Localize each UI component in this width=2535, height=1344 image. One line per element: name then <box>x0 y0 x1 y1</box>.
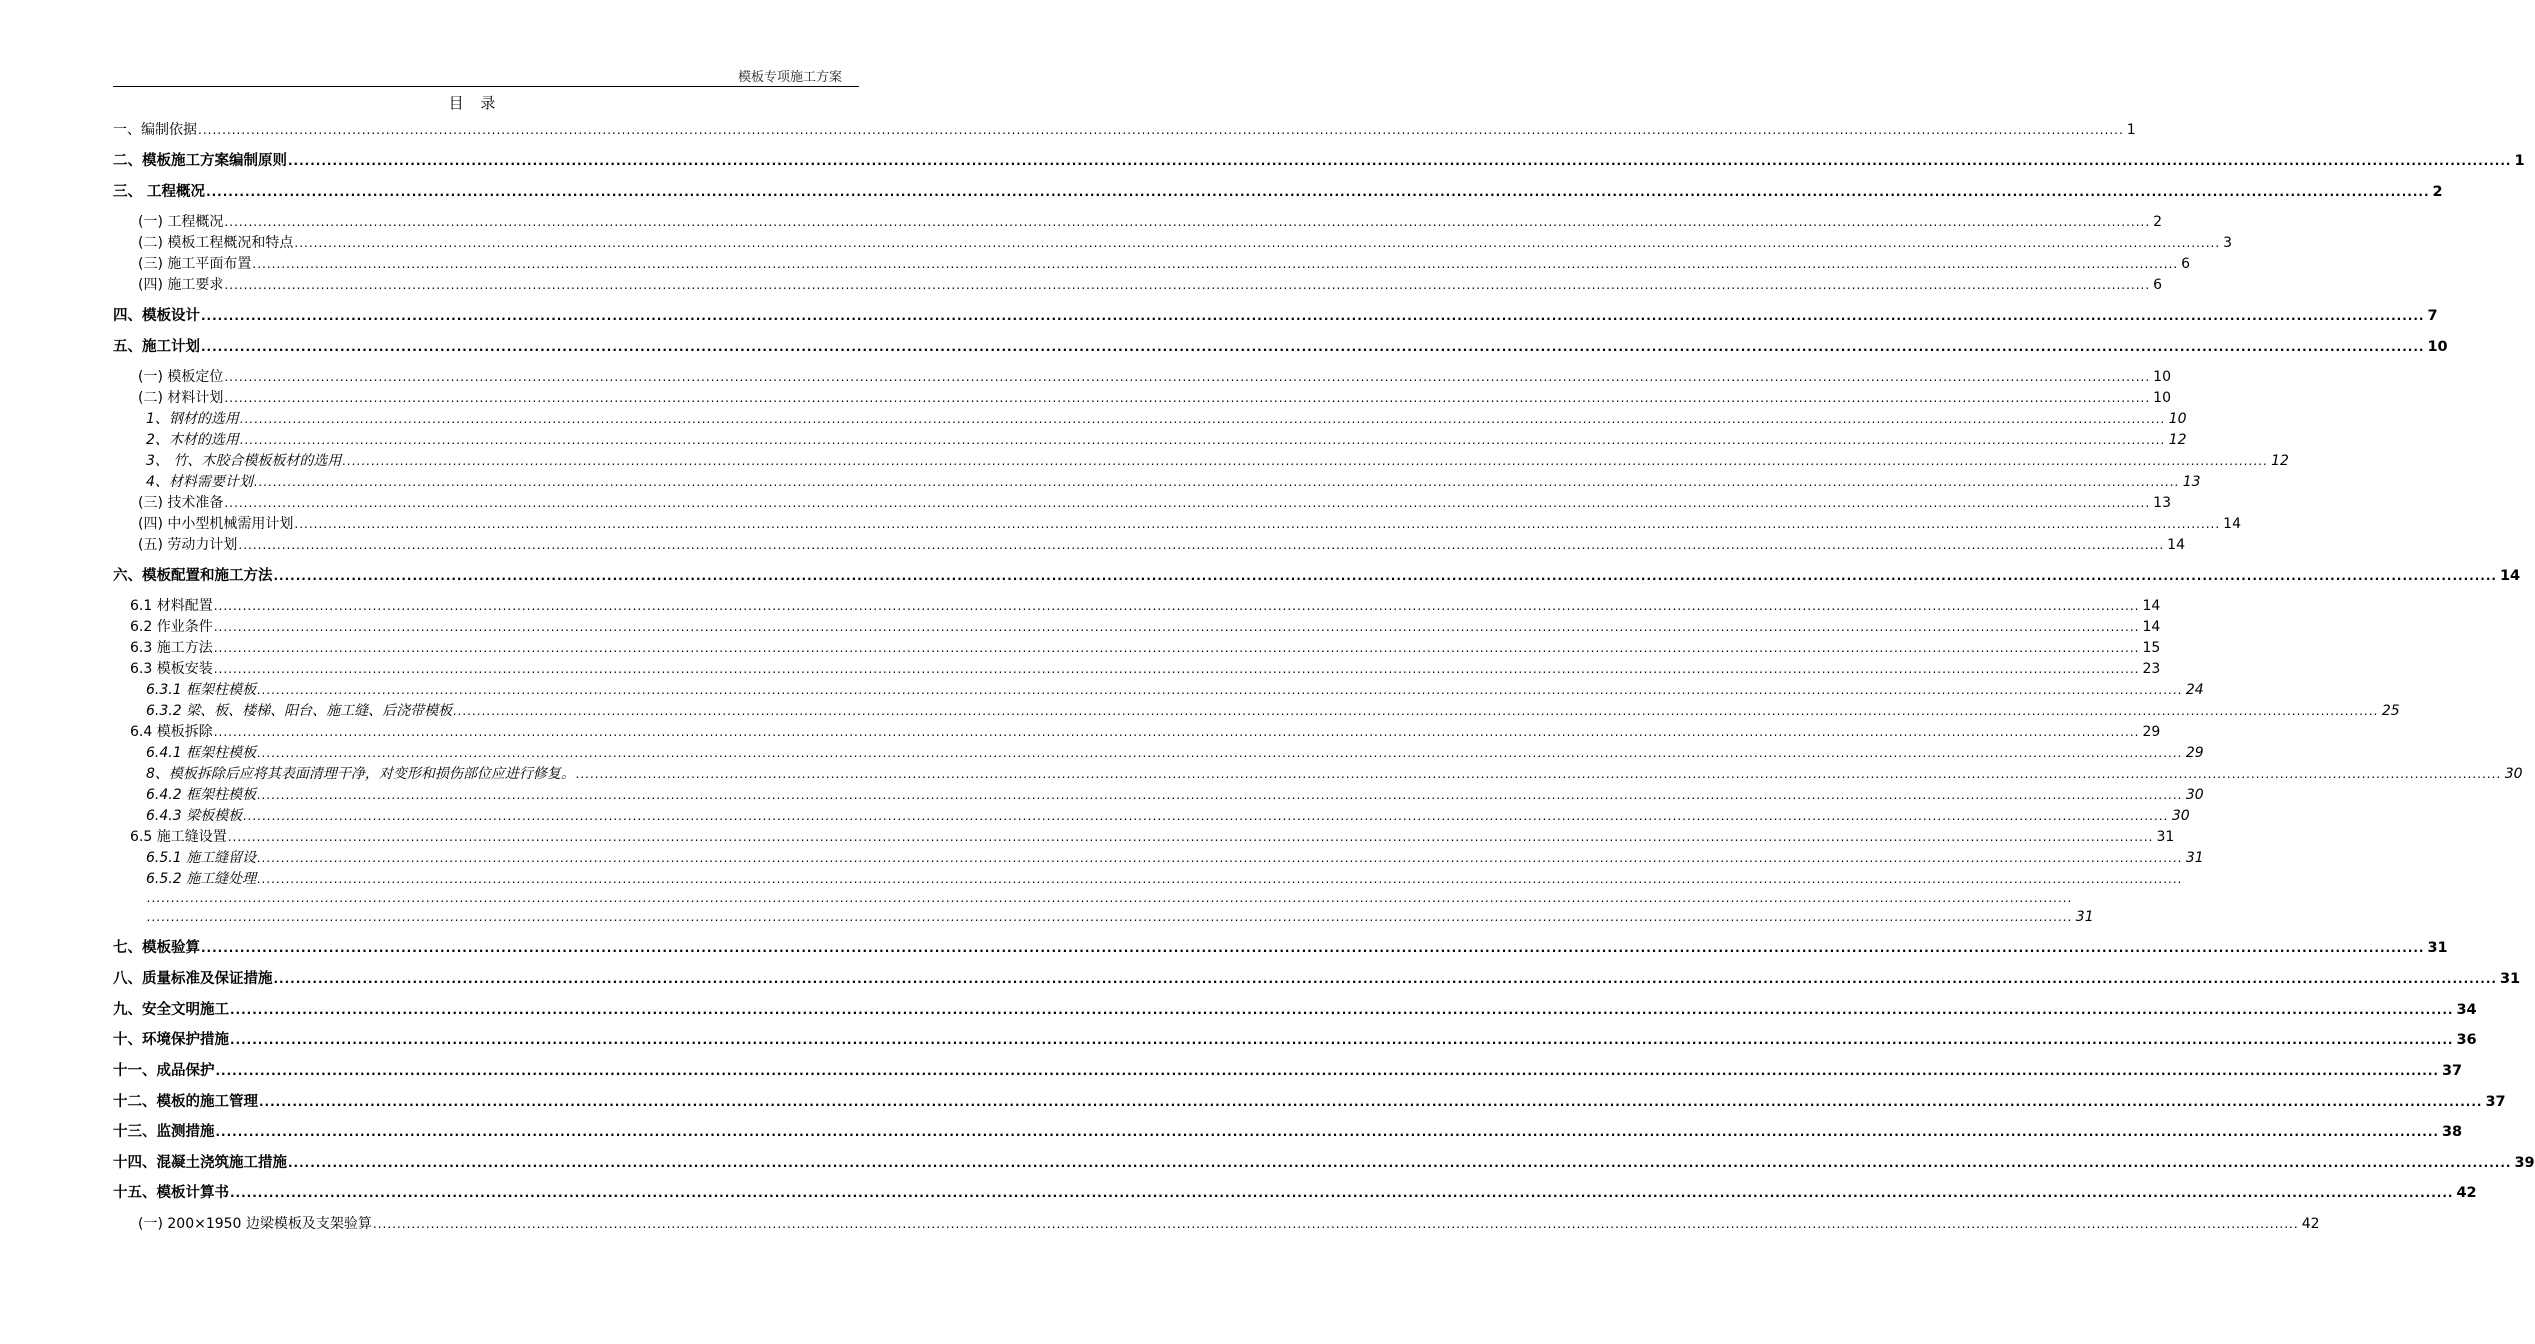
toc-leader-dots: ................................................................................................................................................................................................................................................................................................................................................................................................................ <box>215 1064 2439 1078</box>
toc-entry-label: 6.1 材料配置 <box>130 598 213 614</box>
toc-entry[interactable] <box>130 827 2175 847</box>
toc-entry-label: 3、 竹、木胶合模板板材的选用 <box>146 453 342 469</box>
toc-entry-label: 七、模板验算 <box>113 940 200 956</box>
toc-leader-dots: ................................................................................................................................................................................................................................................................................................................................................................................................................ <box>198 123 2124 137</box>
toc-entry-label: (三) 施工平面布置 <box>138 256 252 272</box>
toc-entry-page-number: 23 <box>2142 661 2161 677</box>
toc-leader-dots: ................................................................................................................................................................................................................................................................................................................................................................................................................ <box>224 278 2151 292</box>
toc-entry-label: 六、模板配置和施工方法 <box>113 568 273 584</box>
toc-leader-dots: ................................................................................................................................................................................................................................................................................................................................................................................................................ <box>239 433 2166 447</box>
toc-entry-label: 8、模板拆除后应将其表面清理干净，对变形和损伤部位应进行修复。 <box>146 766 575 782</box>
toc-entry-label: 6.3.2 梁、板、楼梯、阳台、施工缝、后浇带模板 <box>146 703 453 719</box>
toc-entry-page-number: 2 <box>2153 214 2163 230</box>
toc-leader-dots: ................................................................................................................................................................................................................................................................................................................................................................................................................ <box>213 641 2140 655</box>
toc-entry-label: 十、环境保护措施 <box>113 1032 229 1048</box>
toc-entry-page-number: 14 <box>2167 537 2185 553</box>
toc-entry-page-number: 6 <box>2153 277 2163 293</box>
toc-entry-label: (四) 施工要求 <box>138 277 224 293</box>
toc-leader-dots: ................................................................................................................................................................................................................................................................................................................................................................................................................ <box>575 767 2502 781</box>
toc-entry-label: (四) 中小型机械需用计划 <box>138 516 294 532</box>
toc-entry[interactable] <box>138 254 2191 274</box>
toc-entry-page-number: 15 <box>2142 640 2161 656</box>
toc-entry[interactable] <box>130 722 2161 742</box>
toc-entry-label: 1、钢材的选用 <box>146 411 239 427</box>
toc-entry-page-number: 14 <box>2142 619 2161 635</box>
toc-entry[interactable] <box>146 701 2400 721</box>
toc-entry-page-number: 7 <box>2427 308 2438 324</box>
toc-leader-dots: ................................................................................................................................................................................................................................................................................................................................................................................................................ <box>243 809 2169 823</box>
toc-entry[interactable] <box>113 337 2448 357</box>
toc-entry-label: 6.4 模板拆除 <box>130 724 213 740</box>
toc-entry-page-number: 37 <box>2441 1063 2463 1079</box>
toc-entry-label: 九、安全文明施工 <box>113 1002 229 1018</box>
toc-entry[interactable] <box>113 151 2525 171</box>
toc-entry[interactable] <box>113 1122 2463 1142</box>
toc-entry[interactable] <box>113 1153 2535 1173</box>
toc-entry-page-number: 31 <box>2075 909 2094 925</box>
toc-leader-dots: ................................................................................................................................................................................................................................................................................................................................................................................................................ <box>201 941 2425 955</box>
toc-entry-page-number: 34 <box>2456 1002 2477 1018</box>
toc-entry[interactable] <box>146 888 2073 908</box>
toc-entry-page-number: 1 <box>2514 153 2525 169</box>
toc-entry-label: (五) 劳动力计划 <box>138 537 238 553</box>
toc-leader-dots: ................................................................................................................................................................................................................................................................................................................................................................................................................ <box>294 236 2221 250</box>
toc-leader-dots: ................................................................................................................................................................................................................................................................................................................................................................................................................ <box>257 746 2183 760</box>
toc-leader-dots: ................................................................................................................................................................................................................................................................................................................................................................................................................ <box>342 454 2269 468</box>
toc-entry-page-number: 31 <box>2185 850 2204 866</box>
toc-leader-dots: ................................................................................................................................................................................................................................................................................................................................................................................................................ <box>257 683 2183 697</box>
toc-leader-dots: ................................................................................................................................................................................................................................................................................................................................................................................................................ <box>257 872 2183 886</box>
toc-entry-label: (一) 200×1950 边梁模板及支架验算 <box>138 1216 372 1232</box>
toc-entry[interactable] <box>130 659 2161 679</box>
toc-leader-dots: ................................................................................................................................................................................................................................................................................................................................................................................................................ <box>230 1003 2454 1017</box>
toc-entry-page-number: 13 <box>2153 495 2171 511</box>
toc-entry[interactable] <box>146 680 2204 700</box>
toc-entry-label: (一) 工程概况 <box>138 214 224 230</box>
toc-entry-page-number: 31 <box>2499 971 2521 987</box>
toc-entry[interactable] <box>146 848 2204 868</box>
toc-entry-page-number: 37 <box>2485 1094 2506 1110</box>
toc-entry[interactable] <box>113 120 2136 140</box>
toc-entry[interactable] <box>138 233 2233 253</box>
toc-entry-page-number: 30 <box>2504 766 2523 782</box>
toc-entry-label: 6.3 施工方法 <box>130 640 213 656</box>
toc-entry-page-number: 42 <box>2456 1185 2477 1201</box>
toc-entry[interactable] <box>146 764 2523 784</box>
toc-leader-dots: ................................................................................................................................................................................................................................................................................................................................................................................................................ <box>147 910 2073 924</box>
toc-entry-page-number: 12 <box>2168 432 2187 448</box>
toc-entry-page-number: 42 <box>2301 1216 2320 1232</box>
toc-leader-dots: ................................................................................................................................................................................................................................................................................................................................................................................................................ <box>147 891 2073 905</box>
toc-leader-dots: ................................................................................................................................................................................................................................................................................................................................................................................................................ <box>257 788 2183 802</box>
toc-entry-label: (二) 材料计划 <box>138 390 224 406</box>
toc-entry[interactable] <box>146 869 2183 889</box>
toc-entry-page-number: 10 <box>2153 369 2171 385</box>
toc-entry-page-number: 29 <box>2185 745 2204 761</box>
toc-entry-label: 6.5.2 施工缝处理 <box>146 871 257 887</box>
toc-leader-dots: ................................................................................................................................................................................................................................................................................................................................................................................................................ <box>224 391 2151 405</box>
toc-entry[interactable] <box>146 409 2187 429</box>
toc-entry[interactable] <box>146 806 2190 826</box>
toc-entry-page-number: 6 <box>2181 256 2191 272</box>
toc-entry[interactable] <box>113 1092 2506 1112</box>
toc-leader-dots: ................................................................................................................................................................................................................................................................................................................................................................................................................ <box>213 662 2140 676</box>
toc-entry-page-number: 2 <box>2432 184 2443 200</box>
toc-entry[interactable] <box>146 451 2289 471</box>
toc-entry[interactable] <box>113 1030 2477 1050</box>
toc-entry-label: 二、模板施工方案编制原则 <box>113 153 287 169</box>
toc-leader-dots: ................................................................................................................................................................................................................................................................................................................................................................................................................ <box>224 496 2151 510</box>
toc-entry[interactable] <box>138 275 2163 295</box>
toc-entry-page-number: 1 <box>2126 122 2136 138</box>
toc-leader-dots: ................................................................................................................................................................................................................................................................................................................................................................................................................ <box>201 340 2425 354</box>
toc-entry[interactable] <box>113 1061 2463 1081</box>
toc-leader-dots: ................................................................................................................................................................................................................................................................................................................................................................................................................ <box>215 1125 2439 1139</box>
toc-entry[interactable] <box>113 1000 2477 1020</box>
toc-entry-page-number: 14 <box>2223 516 2241 532</box>
toc-entry-label: 十四、混凝土浇筑施工措施 <box>113 1155 287 1171</box>
toc-entry-page-number: 10 <box>2427 339 2448 355</box>
toc-entry-label: 三、 工程概况 <box>113 184 206 200</box>
toc-entry-page-number: 39 <box>2514 1155 2535 1171</box>
toc-entry[interactable] <box>146 430 2187 450</box>
toc-entry-label: 十五、模板计算书 <box>113 1185 229 1201</box>
toc-entry-label: 6.5 施工缝设置 <box>130 829 227 845</box>
toc-entry[interactable] <box>138 388 2171 408</box>
toc-entry-label: 6.5.1 施工缝留设 <box>146 850 257 866</box>
toc-leader-dots: ................................................................................................................................................................................................................................................................................................................................................................................................................ <box>230 1186 2454 1200</box>
toc-entry-page-number: 25 <box>2381 703 2400 719</box>
toc-entry[interactable] <box>138 212 2163 232</box>
toc-entry-label: 八、质量标准及保证措施 <box>113 971 273 987</box>
toc-entry-label: 2、木材的选用 <box>146 432 239 448</box>
toc-entry-page-number: 30 <box>2171 808 2190 824</box>
toc-entry-label: 一、编制依据 <box>113 122 197 138</box>
toc-entry[interactable] <box>138 493 2171 513</box>
toc-entry[interactable] <box>130 617 2161 637</box>
toc-leader-dots: ................................................................................................................................................................................................................................................................................................................................................................................................................ <box>453 704 2379 718</box>
toc-leader-dots: ................................................................................................................................................................................................................................................................................................................................................................................................................ <box>224 370 2151 384</box>
toc-leader-dots: ................................................................................................................................................................................................................................................................................................................................................................................................................ <box>253 475 2180 489</box>
toc-entry-label: 6.2 作业条件 <box>130 619 213 635</box>
toc-entry[interactable] <box>146 743 2204 763</box>
toc-leader-dots: ................................................................................................................................................................................................................................................................................................................................................................................................................ <box>213 725 2140 739</box>
toc-entry-label: (三) 技术准备 <box>138 495 224 511</box>
toc-entry-page-number: 14 <box>2499 568 2521 584</box>
toc-entry-page-number: 36 <box>2456 1032 2477 1048</box>
toc-entry-label: 6.3 模板安装 <box>130 661 213 677</box>
toc-entry[interactable] <box>130 596 2161 616</box>
toc-entry-page-number: 30 <box>2185 787 2204 803</box>
toc-leader-dots: ................................................................................................................................................................................................................................................................................................................................................................................................................ <box>213 620 2140 634</box>
toc-entry-label: 十二、模板的施工管理 <box>113 1094 258 1110</box>
toc-entry-page-number: 13 <box>2182 474 2201 490</box>
toc-leader-dots: ................................................................................................................................................................................................................................................................................................................................................................................................................ <box>206 185 2430 199</box>
toc-entry-label: 6.3.1 框架柱模板 <box>146 682 257 698</box>
toc-entry[interactable] <box>113 938 2448 958</box>
toc-entry-label: 十三、监测措施 <box>113 1124 215 1140</box>
toc-entry[interactable] <box>138 367 2171 387</box>
toc-entry-page-number: 3 <box>2223 235 2233 251</box>
toc-entry[interactable] <box>138 514 2241 534</box>
header-doc-title: 模板专项施工方案 <box>737 70 842 85</box>
toc-entry-label: 6.4.1 框架柱模板 <box>146 745 257 761</box>
toc-entry[interactable] <box>138 535 2185 555</box>
toc-entry[interactable] <box>146 785 2204 805</box>
toc-leader-dots: ................................................................................................................................................................................................................................................................................................................................................................................................................ <box>273 569 2497 583</box>
toc-entry[interactable] <box>146 472 2201 492</box>
toc-entry[interactable] <box>138 1214 2320 1234</box>
toc-leader-dots: ................................................................................................................................................................................................................................................................................................................................................................................................................ <box>252 257 2179 271</box>
toc-entry-label: 6.4.3 梁板模板 <box>146 808 243 824</box>
toc-entry-label: 五、施工计划 <box>113 339 200 355</box>
toc-entry-page-number: 24 <box>2185 682 2204 698</box>
toc-entry-label: 四、模板设计 <box>113 308 200 324</box>
toc-entry-page-number: 31 <box>2427 940 2448 956</box>
toc-entry[interactable] <box>113 182 2443 202</box>
toc-entry-page-number: 38 <box>2441 1124 2463 1140</box>
toc-entry[interactable] <box>113 1183 2477 1203</box>
toc-entry[interactable] <box>113 969 2521 989</box>
toc-entry-page-number: 14 <box>2142 598 2161 614</box>
toc-leader-dots: ................................................................................................................................................................................................................................................................................................................................................................................................................ <box>273 972 2497 986</box>
toc-leader-dots: ................................................................................................................................................................................................................................................................................................................................................................................................................ <box>224 215 2151 229</box>
toc-entry-page-number: 10 <box>2153 390 2171 406</box>
toc-entry[interactable] <box>113 566 2521 586</box>
toc-entry-page-number: 10 <box>2168 411 2187 427</box>
toc-leader-dots: ................................................................................................................................................................................................................................................................................................................................................................................................................ <box>372 1217 2299 1231</box>
toc-title: 目 录 <box>448 94 502 112</box>
toc-leader-dots: ................................................................................................................................................................................................................................................................................................................................................................................................................ <box>288 1156 2512 1170</box>
toc-leader-dots: ................................................................................................................................................................................................................................................................................................................................................................................................................ <box>288 154 2512 168</box>
toc-entry-label: (二) 模板工程概况和特点 <box>138 235 294 251</box>
toc-entry[interactable] <box>130 638 2161 658</box>
toc-entry-label: 十一、成品保护 <box>113 1063 215 1079</box>
toc-entry-label: (一) 模板定位 <box>138 369 224 385</box>
toc-leader-dots: ................................................................................................................................................................................................................................................................................................................................................................................................................ <box>294 517 2221 531</box>
toc-leader-dots: ................................................................................................................................................................................................................................................................................................................................................................................................................ <box>227 830 2154 844</box>
toc-leader-dots: ................................................................................................................................................................................................................................................................................................................................................................................................................ <box>259 1095 2483 1109</box>
toc-leader-dots: ................................................................................................................................................................................................................................................................................................................................................................................................................ <box>238 538 2165 552</box>
toc-leader-dots: ................................................................................................................................................................................................................................................................................................................................................................................................................ <box>201 309 2425 323</box>
toc-entry[interactable] <box>113 306 2438 326</box>
toc-leader-dots: ................................................................................................................................................................................................................................................................................................................................................................................................................ <box>257 851 2183 865</box>
toc-leader-dots: ................................................................................................................................................................................................................................................................................................................................................................................................................ <box>230 1033 2454 1047</box>
toc-entry-page-number: 31 <box>2156 829 2175 845</box>
toc-entry[interactable] <box>146 907 2094 927</box>
toc-entry-page-number: 12 <box>2271 453 2289 469</box>
toc-leader-dots: ................................................................................................................................................................................................................................................................................................................................................................................................................ <box>239 412 2166 426</box>
toc-entry-label: 4、材料需要计划 <box>146 474 253 490</box>
toc-entry-label: 6.4.2 框架柱模板 <box>146 787 257 803</box>
toc-entry-page-number: 29 <box>2142 724 2161 740</box>
toc-leader-dots: ................................................................................................................................................................................................................................................................................................................................................................................................................ <box>213 599 2140 613</box>
